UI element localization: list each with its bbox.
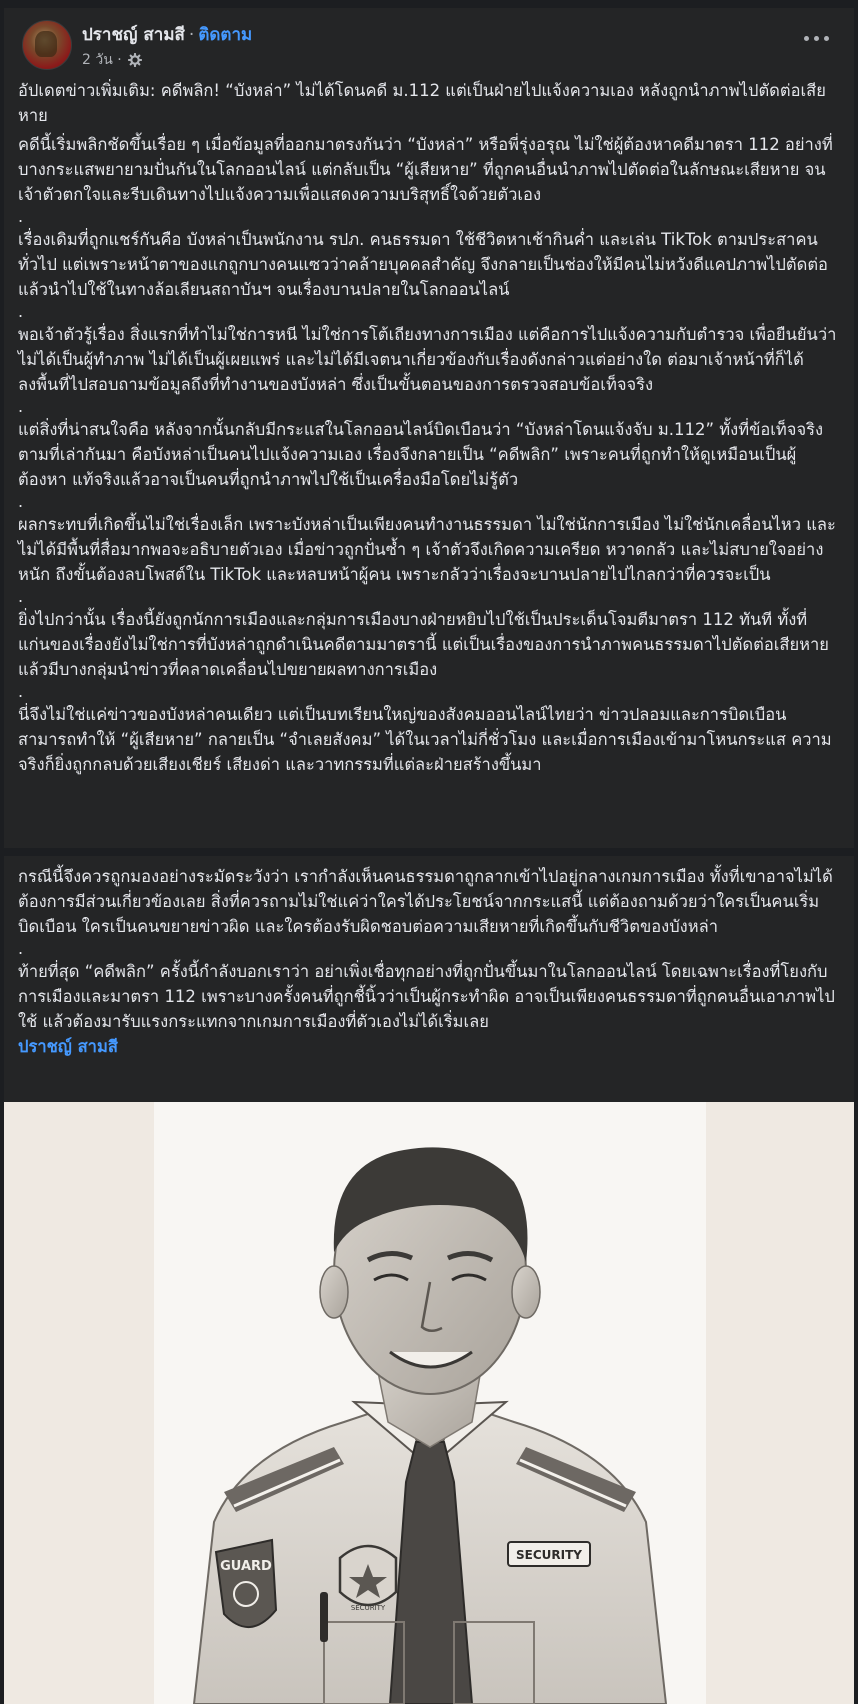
post-paragraph: นี่จึงไม่ใช่แค่ข่าวของบังหล่าคนเดียว แต่เป็นบทเรียนใหญ่ของสังคมออนไลน์ไทยว่า ข่าวปลอมและการบิดเบือนสามารถทำให้ “ผู้เสียหาย” กลายเป็น “จำเลยสังคม” ได้ในเวลาไม่กี่ชั่วโมง และเมื่อการเมืองเข้ามาโหนกระแส ความจริงก็ยิ่งถูกกลบด้วยเสียงเชียร์ เสียงด่า และวาทกรรมที่แต่ละฝ่ายสร้างขึ้นมา	[18, 705, 832, 774]
dot-separator: .	[18, 939, 24, 958]
gear-icon[interactable]	[128, 53, 142, 67]
post-card-bottom	[4, 856, 854, 1704]
dot-separator: .	[18, 587, 24, 606]
dot-separator: .	[18, 302, 24, 321]
post-paragraph: ผลกระทบที่เกิดขึ้นไม่ใช่เรื่องเล็ก เพราะบังหล่าเป็นเพียงคนทำงานธรรมดา ไม่ใช่นักการเมือง ไม่ใช่นักเคลื่อนไหว และไม่ได้มีพื้นที่สื่อมากพอจะอธิบายตัวเอง เมื่อข่าวถูกปั่นซ้ำ ๆ เจ้าตัวจึงเกิดความเครียด หวาดกลัว และไม่สบายใจอย่างหนัก ถึงขั้นต้องลบโพสต์ใน TikTok และหลบหน้าผู้คน เพราะกลัวว่าเรื่องจะบานปลายไปไกลกว่าที่ควรจะเป็น	[18, 515, 836, 584]
emblem-text: SECURITY	[350, 1604, 386, 1612]
portrait-drawing	[154, 1102, 706, 1704]
signature-link[interactable]: ปราชญ์ สามสี	[18, 1037, 118, 1056]
post-time[interactable]: 2 วัน ·	[82, 52, 122, 68]
security-name-tag	[508, 1542, 590, 1566]
separator-dot: ·	[188, 25, 195, 45]
post-paragraph: กรณีนี้จึงควรถูกมองอย่างระมัดระวังว่า เรากำลังเห็นคนธรรมดาถูกลากเข้าไปอยู่กลางเกมการเมือง ทั้งที่เขาอาจไม่ได้ต้องการมีส่วนเกี่ยวข้องเลย สิ่งที่ควรถามไม่ใช่แค่ว่าใครได้ประโยชน์จากกระแสนี้ แต่ต้องถามด้วยว่าใครเป็นคนเริ่มบิดเบือน ใครเป็นคนขยายข่าวผิด และใครต้องรับผิดชอบต่อความเสียหายที่เกิดขึ้นกับชีวิตของบังหล่า	[18, 867, 833, 936]
post-paragraph: เรื่องเดิมที่ถูกแชร์กันคือ บังหล่าเป็นพนักงาน รปภ. คนธรรมดา ใช้ชีวิตหาเช้ากินค่ำ และเล่น TikTok ตามประสาคนทั่วไป แต่เพราะหน้าตาของแกถูกบางคนแซวว่าคล้ายบุคคลสำคัญ จึงกลายเป็นช่องให้มีคนไม่หวังดีแคปภาพไปตัดต่อ แล้วนำไปใช้ในทางล้อเลียนสถาบันฯ จนเรื่องบานปลายในโลกออนไลน์	[18, 230, 834, 299]
sketch-portrait	[154, 1102, 706, 1704]
author-avatar[interactable]	[22, 20, 72, 70]
post-card-top	[4, 8, 854, 848]
follow-link[interactable]: ติดตาม	[198, 25, 253, 45]
post-text-part-2	[18, 864, 838, 1059]
post-paragraph: คดีนี้เริ่มพลิกชัดขึ้นเรื่อย ๆ เมื่อข้อมูลที่ออกมาตรงกันว่า “บังหล่า” หรือพี่รุ่งอรุณ ไม่ใช่ผู้ต้องหาคดีมาตรา 112 อย่างที่บางกระแสพยายามปั่นกันในโลกออนไลน์ แต่กลับเป็น “ผู้เสียหาย” ที่ถูกคนอื่นนำภาพไปตัดต่อในลักษณะเสียหาย จนเจ้าตัวตกใจและรีบเดินทางไปแจ้งความเพื่อแสดงความบริสุทธิ์ใจด้วยตัวเอง	[18, 135, 833, 204]
post-text-part-1	[18, 78, 838, 777]
more-horizontal-icon[interactable]	[802, 28, 832, 48]
post-paragraph: อัปเดตข่าวเพิ่มเติม: คดีพลิก! “บังหล่า” ไม่ได้โดนคดี ม.112 แต่เป็นฝ่ายไปแจ้งความเอง หลังถูกนำภาพไปตัดต่อเสียหาย	[18, 81, 826, 125]
author-line	[82, 21, 252, 48]
post-photo[interactable]	[4, 1102, 854, 1704]
guard-badge-text: GUARD	[220, 1559, 272, 1574]
post-header	[18, 14, 838, 72]
post-paragraph: ยิ่งไปกว่านั้น เรื่องนี้ยังถูกนักการเมืองและกลุ่มการเมืองบางฝ่ายหยิบไปใช้เป็นประเด็นโจมตีมาตรา 112 ทันที ทั้งที่แก่นของเรื่องยังไม่ใช่การที่บังหล่าถูกดำเนินคดีตามมาตรานี้ แต่เป็นเรื่องของการนำภาพคนธรรมดาไปตัดต่อเสียหาย แล้วมีบางกลุ่มนำข่าวที่คลาดเคลื่อนไปขยายผลทางการเมือง	[18, 610, 835, 679]
dot-separator: .	[18, 682, 24, 701]
post-paragraph: พอเจ้าตัวรู้เรื่อง สิ่งแรกที่ทำไม่ใช่การหนี ไม่ใช่การโต้เถียงทางการเมือง แต่คือการไปแจ้งความกับตำรวจ เพื่อยืนยันว่าไม่ได้เป็นผู้ทำภาพ ไม่ได้เป็นผู้เผยแพร่ และไม่ได้มีเจตนาเกี่ยวข้องกับเรื่องดังกล่าวแต่อย่างใด ต่อมาเจ้าหน้าที่ก็ได้ลงพื้นที่ไปสอบถามข้อมูลถึงที่ทำงานของบังหล่า ซึ่งเป็นขั้นตอนของการตรวจสอบข้อเท็จจริง	[18, 325, 837, 394]
dot-separator: .	[18, 492, 24, 511]
post-paragraph: แต่สิ่งที่น่าสนใจคือ หลังจากนั้นกลับมีกระแสในโลกออนไลน์บิดเบือนว่า “บังหล่าโดนแจ้งจับ ม.112” ทั้งที่ข้อเท็จจริงตามที่เล่ากันมา คือบังหล่าเป็นคนไปแจ้งความเอง เรื่องจึงกลายเป็น “คดีพลิก” เพราะคนที่ถูกทำให้ดูเหมือนเป็นผู้ต้องหา แท้จริงแล้วอาจเป็นคนที่ถูกนำภาพไปใช้เป็นเครื่องมือโดยไม่รู้ตัว	[18, 420, 824, 489]
guard-patch	[216, 1540, 276, 1627]
post-meta	[82, 49, 142, 71]
author-name[interactable]: ปราชญ์ สามสี	[82, 25, 185, 45]
dot-separator: .	[18, 397, 24, 416]
security-badge-text: SECURITY	[516, 1548, 582, 1562]
post-paragraph: ท้ายที่สุด “คดีพลิก” ครั้งนี้กำลังบอกเราว่า อย่าเพิ่งเชื่อทุกอย่างที่ถูกปั่นขึ้นมาในโลกออนไลน์ โดยเฉพาะเรื่องที่โยงกับการเมืองและมาตรา 112 เพราะบางครั้งคนที่ถูกชี้นิ้วว่าเป็นผู้กระทำผิด อาจเป็นเพียงคนธรรมดาที่ถูกคนอื่นเอาภาพไปใช้ แล้วต้องมารับแรงกระแทกจากเกมการเมืองที่ตัวเองไม่ได้เริ่มเลย	[18, 962, 835, 1031]
dot-separator: .	[18, 207, 24, 226]
